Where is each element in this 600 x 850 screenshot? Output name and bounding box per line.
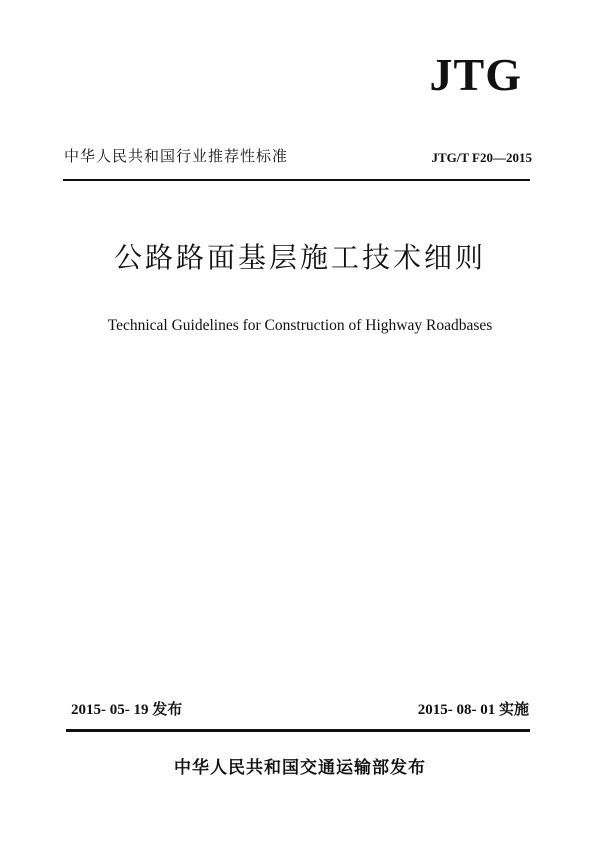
effective-date: 2015- 08- 01 实施 [417,702,529,718]
publisher: 中华人民共和国交通运输部发布 [174,758,426,778]
header-divider [63,179,530,181]
english-title: Technical Guidelines for Construction of Highway Roadbases [107,317,493,334]
chinese-title: 公路路面基层施工技术细则 [113,241,486,274]
issue-date: 2015- 05- 19 发布 [71,702,183,718]
standard-code: JTG/T F20—2015 [431,150,532,165]
jtg-logo: JTG [429,49,522,100]
standard-category: 中华人民共和国行业推荐性标准 [64,147,289,165]
footer-divider [66,729,530,732]
